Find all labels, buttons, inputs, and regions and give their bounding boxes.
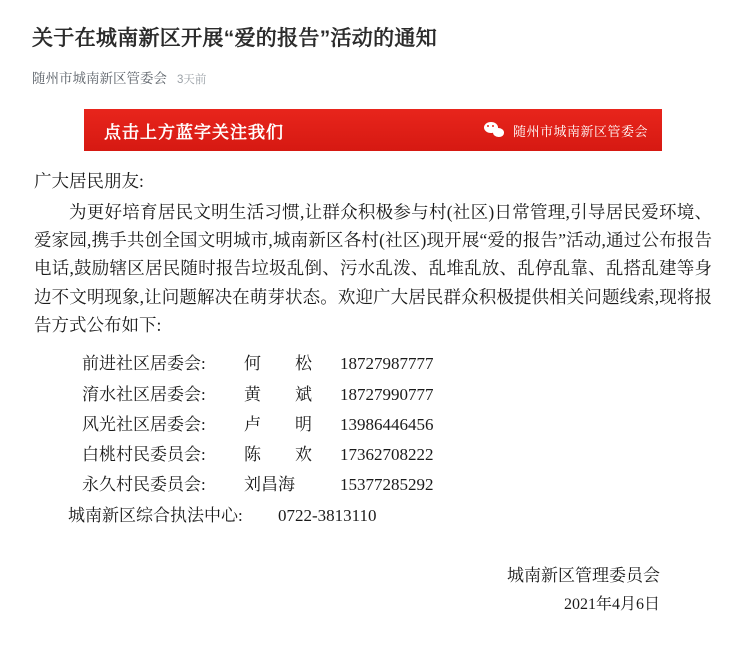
article-page xyxy=(0,25,746,650)
article-body xyxy=(34,167,712,618)
contact-phone: 17362708222 xyxy=(340,445,434,465)
contact-phone: 18727987777 xyxy=(340,354,434,374)
contact-phone: 15377285292 xyxy=(340,475,434,495)
contact-name: 何 松 xyxy=(244,354,312,374)
contact-phone: 18727990777 xyxy=(340,384,434,404)
salutation: 广大居民朋友: xyxy=(34,171,144,192)
banner-right-group xyxy=(484,121,648,140)
contact-unit: 白桃村民委员会: xyxy=(82,445,206,465)
page-title: 关于在城南新区开展“爱的报告”活动的通知 xyxy=(32,27,437,50)
signature-block xyxy=(34,561,660,619)
signature-date: 2021年4月6日 xyxy=(563,595,660,613)
contact-name: 陈 欢 xyxy=(244,445,312,465)
contact-phone: 0722-3813110 xyxy=(278,505,377,525)
follow-us-banner[interactable] xyxy=(84,109,662,151)
signature-org: 城南新区管理委员会 xyxy=(507,565,660,585)
article-timestamp: 3天前 xyxy=(177,74,207,87)
contact-name: 刘昌海 xyxy=(244,475,295,495)
list-item xyxy=(34,501,712,531)
contact-phone: 13986446456 xyxy=(340,414,434,434)
banner-container xyxy=(0,109,746,151)
list-item xyxy=(34,410,712,440)
contact-unit: 永久村民委员会: xyxy=(82,475,206,495)
contact-name: 黄 斌 xyxy=(244,384,312,404)
article-meta xyxy=(32,67,746,87)
list-item xyxy=(34,349,712,379)
list-item xyxy=(34,470,712,500)
contact-unit: 城南新区综合执法中心: xyxy=(68,505,243,525)
contact-list xyxy=(34,349,712,531)
list-item xyxy=(34,440,712,470)
banner-left-text: 点击上方蓝字关注我们 xyxy=(104,122,284,142)
contact-unit: 前进社区居委会: xyxy=(82,354,206,374)
main-paragraph: 为更好培育居民文明生活习惯,让群众积极参与村(社区)日常管理,引导居民爱环境、爱家园,携手共创全国文明城市,城南新区各村(社区)现开展“爱的报告”活动,通过公布报告电话,鼓励辖区居民随时报告垃圾乱倒、污水乱泼、乱堆乱放、乱停乱靠、乱搭乱建等身边不文明现象,让问题解决在萌芽状态。欢迎广大居民群众积极提供相关问题线索,现将报告方式公布如下: xyxy=(34,201,712,336)
article-source: 随州市城南新区管委会 xyxy=(32,71,167,87)
banner-org-text: 随州市城南新区管委会 xyxy=(512,123,648,139)
list-item xyxy=(34,380,712,410)
wechat-icon xyxy=(484,121,506,139)
contact-unit: 淯水社区居委会: xyxy=(82,384,206,404)
contact-name: 卢 明 xyxy=(244,414,312,434)
contact-unit: 风光社区居委会: xyxy=(82,414,206,434)
